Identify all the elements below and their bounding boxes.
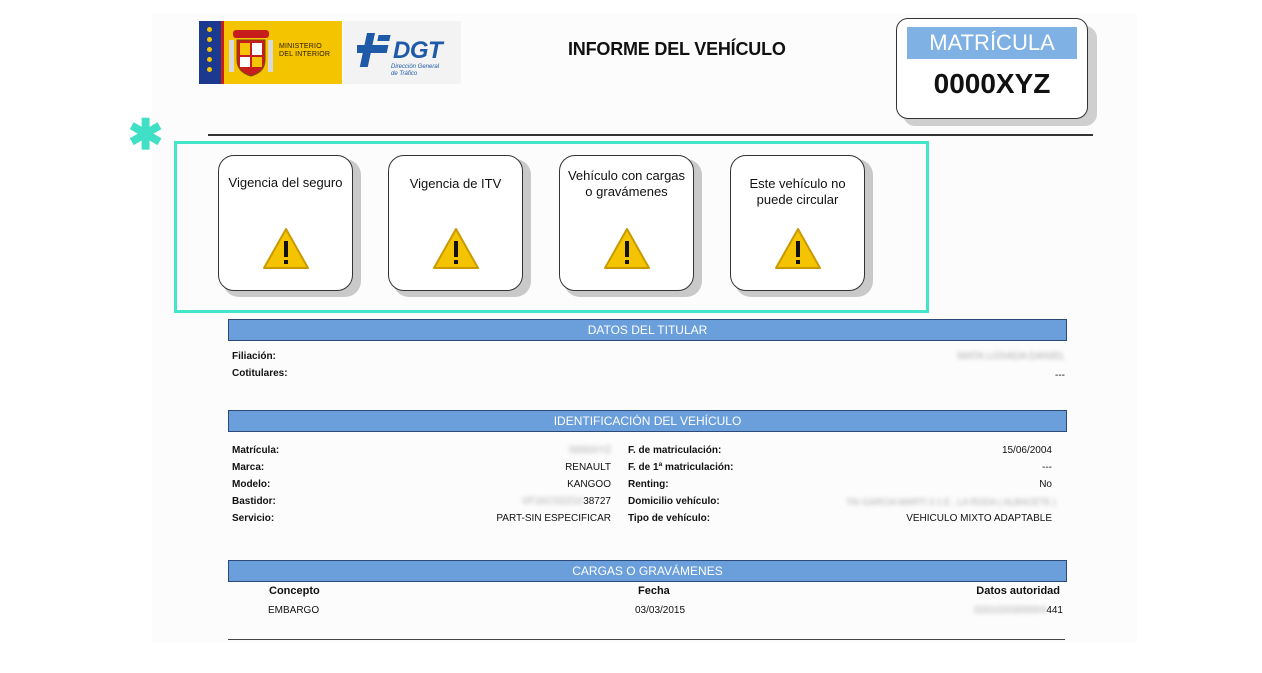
bastidor-value: VF1KC0ZZ1038727 [522,496,611,507]
matricula-label: Matrícula: [232,445,280,456]
carga-autoridad: 0201020300004441 [974,605,1063,616]
section-vehiculo-header: IDENTIFICACIÓN DEL VEHÍCULO [228,410,1067,432]
dgt-logo [343,21,461,84]
asterisk-marker-icon: ✱ [128,111,164,158]
cotitulares-label: Cotitulares: [232,368,288,379]
license-plate-box [896,18,1088,119]
dgt-emblem-icon [357,33,393,67]
coat-of-arms-icon [229,26,273,78]
ministerio-interior-logo [199,21,342,84]
fecha-matriculacion-value: 15/06/2004 [1001,445,1052,456]
carga-concepto: EMBARGO [268,605,320,616]
section-titular-header: DATOS DEL TITULAR [228,319,1067,341]
section-cargas-header: CARGAS O GRAVÁMENES [228,560,1067,582]
eu-flag-strip [199,21,221,84]
status-card-seguro[interactable] [218,155,353,291]
matricula-value: 0000XYZ [569,445,611,456]
status-card-circular[interactable] [730,155,865,291]
status-card-itv[interactable] [388,155,523,291]
servicio-label: Servicio: [232,513,275,524]
domicilio-value: TAI GARCIA MARTI 3 1 E , LA RODA ( ALBACETE ) [846,497,1056,507]
modelo-value: KANGOO [567,479,611,490]
dgt-subtitle: Dirección General de Tráfico [391,64,440,77]
dgt-wordmark: DGT [393,37,443,64]
col-concepto-header: Concepto [269,585,320,597]
col-fecha-header: Fecha [638,585,670,597]
modelo-label: Modelo: [232,479,271,490]
fecha-matriculacion-label: F. de matriculación: [628,445,722,456]
primera-matriculacion-label: F. de 1ª matriculación: [628,462,734,473]
plate-label: MATRÍCULA [907,27,1077,59]
primera-matriculacion-value: --- [1042,462,1052,473]
plate-number: 0000XYZ [933,68,1051,99]
warning-icon [261,226,311,272]
cotitulares-value: --- [1055,370,1065,381]
status-card-cargas[interactable] [559,155,694,291]
warning-icon [602,226,652,272]
servicio-value: PART-SIN ESPECIFICAR [496,513,611,524]
report-title: INFORME DEL VEHÍCULO [568,39,786,59]
filiacion-label: Filiación: [232,351,276,362]
renting-label: Renting: [628,479,669,490]
marca-label: Marca: [232,462,265,473]
ministerio-text: MINISTERIO DEL INTERIOR [279,43,331,58]
warning-icon [431,226,481,272]
marca-value: RENAULT [565,462,611,473]
filiacion-value: MATA LOSADA DANIEL [957,351,1065,362]
col-autoridad-header: Datos autoridad [976,585,1060,597]
warning-icon [773,226,823,272]
card-label: Este vehículo no puede circular [749,176,846,207]
card-label: Vigencia del seguro [228,175,343,190]
renting-value: No [1039,479,1052,490]
card-label: Vigencia de ITV [409,176,502,191]
tipo-vehiculo-value: VEHICULO MIXTO ADAPTABLE [906,513,1052,524]
header-divider [208,134,1093,136]
tipo-vehiculo-label: Tipo de vehículo: [628,513,711,524]
bastidor-label: Bastidor: [232,496,276,507]
domicilio-label: Domicilio vehículo: [628,496,720,507]
card-label: Vehículo con cargas o gravámenes [567,168,686,199]
carga-fecha: 03/03/2015 [635,605,686,616]
bottom-divider [228,639,1065,640]
